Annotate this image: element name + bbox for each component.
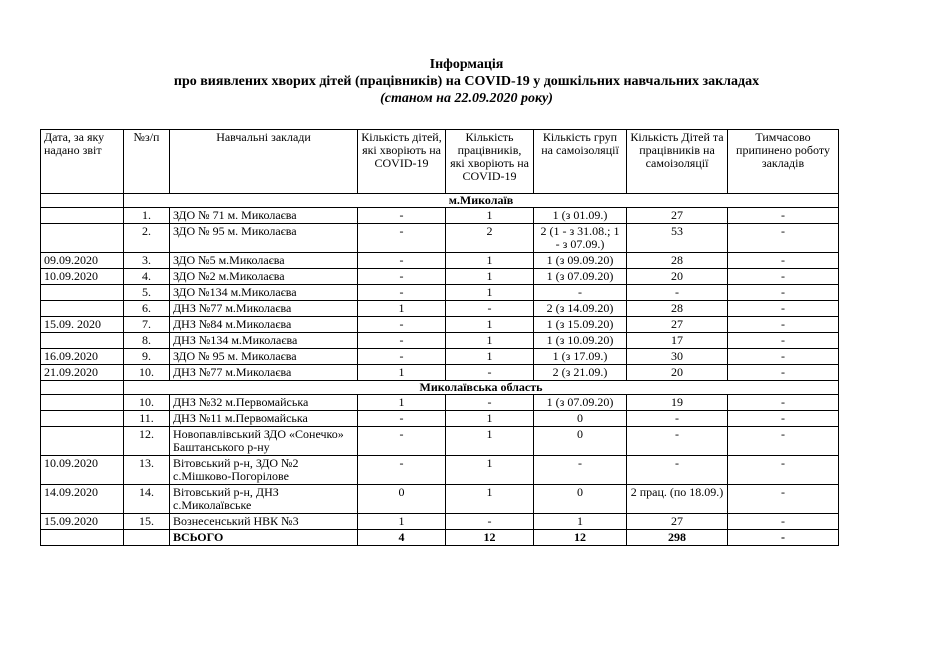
kids-cell: 1 [358, 514, 446, 530]
groups-cell: - [534, 285, 627, 301]
isolation-cell: 20 [627, 269, 728, 285]
num-cell: 7. [124, 317, 170, 333]
institution-cell: ЗДО № 95 м. Миколаєва [170, 349, 358, 365]
isolation-cell: 19 [627, 395, 728, 411]
date-cell [41, 395, 124, 411]
institution-cell: ДНЗ №84 м.Миколаєва [170, 317, 358, 333]
stopped-cell: - [728, 301, 839, 317]
stopped-cell: - [728, 208, 839, 224]
institution-cell: ЗДО № 71 м. Миколаєва [170, 208, 358, 224]
groups-cell: 0 [534, 411, 627, 427]
table-row [41, 301, 839, 317]
groups-cell: 1 (з 10.09.20) [534, 333, 627, 349]
covid-report-table [40, 129, 839, 546]
isolation-cell: 28 [627, 301, 728, 317]
isolation-cell: - [627, 427, 728, 456]
stopped-cell: - [728, 485, 839, 514]
staff-cell: 1 [446, 333, 534, 349]
date-cell [41, 224, 124, 253]
isolation-cell: 2 прац. (по 18.09.) [627, 485, 728, 514]
stopped-cell: - [728, 395, 839, 411]
num-cell: 3. [124, 253, 170, 269]
groups-cell: 2 (з 14.09.20) [534, 301, 627, 317]
institution-cell: Вознесенський НВК №3 [170, 514, 358, 530]
num-cell: 11. [124, 411, 170, 427]
num-cell: 1. [124, 208, 170, 224]
kids-cell: - [358, 333, 446, 349]
kids-cell: 1 [358, 365, 446, 381]
total-groups: 12 [534, 530, 627, 546]
table-row [41, 395, 839, 411]
total-row [41, 530, 839, 546]
table-row [41, 285, 839, 301]
stopped-cell: - [728, 285, 839, 301]
groups-cell: 1 (з 09.09.20) [534, 253, 627, 269]
num-cell: 9. [124, 349, 170, 365]
stopped-cell: - [728, 427, 839, 456]
num-cell: 15. [124, 514, 170, 530]
staff-cell: 1 [446, 285, 534, 301]
groups-cell: 1 (з 17.09.) [534, 349, 627, 365]
num-cell: 13. [124, 456, 170, 485]
header-kids: Кількість дітей, які хворіють на COVID-19 [358, 130, 446, 194]
kids-cell: - [358, 269, 446, 285]
total-staff: 12 [446, 530, 534, 546]
header-institution: Навчальні заклади [170, 130, 358, 194]
stopped-cell: - [728, 349, 839, 365]
institution-cell: ДНЗ №32 м.Первомайська [170, 395, 358, 411]
institution-cell: Новопавлівський ЗДО «Сонечко» Баштанського р-ну [170, 427, 358, 456]
table-row [41, 253, 839, 269]
table-row [41, 224, 839, 253]
report-title-block [0, 56, 933, 107]
num-cell: 2. [124, 224, 170, 253]
table-row [41, 208, 839, 224]
header-staff: Кількість працівників, які хворіють на COVID-19 [446, 130, 534, 194]
date-cell [41, 208, 124, 224]
stopped-cell: - [728, 333, 839, 349]
num-cell: 14. [124, 485, 170, 514]
kids-cell: - [358, 317, 446, 333]
header-isolation: Кількість Дітей та працівників на самоізоляції [627, 130, 728, 194]
header-num: №з/п [124, 130, 170, 194]
date-cell: 14.09.2020 [41, 485, 124, 514]
date-cell: 10.09.2020 [41, 456, 124, 485]
num-cell: 10. [124, 395, 170, 411]
groups-cell: 1 [534, 514, 627, 530]
groups-cell: 2 (1 - з 31.08.; 1 - з 07.09.) [534, 224, 627, 253]
date-cell [41, 427, 124, 456]
isolation-cell: 27 [627, 514, 728, 530]
stopped-cell: - [728, 224, 839, 253]
isolation-cell: 20 [627, 365, 728, 381]
total-stopped: - [728, 530, 839, 546]
kids-cell: 1 [358, 301, 446, 317]
kids-cell: - [358, 285, 446, 301]
institution-cell: ЗДО №5 м.Миколаєва [170, 253, 358, 269]
num-cell: 8. [124, 333, 170, 349]
staff-cell: 1 [446, 456, 534, 485]
stopped-cell: - [728, 411, 839, 427]
staff-cell: 1 [446, 269, 534, 285]
total-label: ВСЬОГО [170, 530, 358, 546]
groups-cell: 1 (з 07.09.20) [534, 269, 627, 285]
groups-cell: 1 (з 01.09.) [534, 208, 627, 224]
groups-cell: 1 (з 07.09.20) [534, 395, 627, 411]
date-cell: 15.09. 2020 [41, 317, 124, 333]
staff-cell: 1 [446, 427, 534, 456]
stopped-cell: - [728, 317, 839, 333]
num-cell: 10. [124, 365, 170, 381]
staff-cell: - [446, 365, 534, 381]
groups-cell: 0 [534, 427, 627, 456]
institution-cell: ДНЗ №134 м.Миколаєва [170, 333, 358, 349]
table-row [41, 365, 839, 381]
table-row [41, 485, 839, 514]
section-row-region [41, 381, 839, 395]
staff-cell: 1 [446, 208, 534, 224]
section-row-city [41, 194, 839, 208]
total-kids: 4 [358, 530, 446, 546]
header-date: Дата, за яку надано звіт [41, 130, 124, 194]
section-title-city: м.Миколаїв [124, 194, 839, 208]
table-row [41, 514, 839, 530]
stopped-cell: - [728, 365, 839, 381]
staff-cell: - [446, 301, 534, 317]
table-header-row [41, 130, 839, 194]
date-cell [41, 285, 124, 301]
isolation-cell: 28 [627, 253, 728, 269]
table-row [41, 411, 839, 427]
date-cell: 15.09.2020 [41, 514, 124, 530]
institution-cell: ЗДО №2 м.Миколаєва [170, 269, 358, 285]
kids-cell: - [358, 427, 446, 456]
report-title: Інформація [429, 57, 504, 72]
staff-cell: 1 [446, 317, 534, 333]
staff-cell: - [446, 395, 534, 411]
header-stopped: Тимчасово припинено роботу закладів [728, 130, 839, 194]
staff-cell: 2 [446, 224, 534, 253]
num-cell: 4. [124, 269, 170, 285]
groups-cell: 2 (з 21.09.) [534, 365, 627, 381]
kids-cell: 0 [358, 485, 446, 514]
isolation-cell: - [627, 456, 728, 485]
staff-cell: - [446, 514, 534, 530]
kids-cell: 1 [358, 395, 446, 411]
report-date-note: (станом на 22.09.2020 року) [380, 91, 553, 106]
date-cell: 21.09.2020 [41, 365, 124, 381]
num-cell: 5. [124, 285, 170, 301]
isolation-cell: 17 [627, 333, 728, 349]
date-cell [41, 301, 124, 317]
num-cell: 6. [124, 301, 170, 317]
kids-cell: - [358, 253, 446, 269]
table-row [41, 333, 839, 349]
isolation-cell: - [627, 411, 728, 427]
kids-cell: - [358, 411, 446, 427]
date-cell [41, 411, 124, 427]
date-cell: 16.09.2020 [41, 349, 124, 365]
institution-cell: ДНЗ №77 м.Миколаєва [170, 301, 358, 317]
table-row [41, 427, 839, 456]
kids-cell: - [358, 456, 446, 485]
kids-cell: - [358, 208, 446, 224]
institution-cell: ЗДО №134 м.Миколаєва [170, 285, 358, 301]
stopped-cell: - [728, 253, 839, 269]
isolation-cell: - [627, 285, 728, 301]
table-row [41, 456, 839, 485]
stopped-cell: - [728, 456, 839, 485]
isolation-cell: 27 [627, 208, 728, 224]
groups-cell: 0 [534, 485, 627, 514]
report-subtitle: про виявлених хворих дітей (працівників) на COVID-19 у дошкільних навчальних закладах [173, 74, 760, 89]
stopped-cell: - [728, 269, 839, 285]
stopped-cell: - [728, 514, 839, 530]
header-groups: Кількість груп на самоізоляції [534, 130, 627, 194]
kids-cell: - [358, 349, 446, 365]
staff-cell: 1 [446, 485, 534, 514]
staff-cell: 1 [446, 253, 534, 269]
total-isolation: 298 [627, 530, 728, 546]
institution-cell: ЗДО № 95 м. Миколаєва [170, 224, 358, 253]
staff-cell: 1 [446, 411, 534, 427]
isolation-cell: 53 [627, 224, 728, 253]
institution-cell: ДНЗ №11 м.Первомайська [170, 411, 358, 427]
isolation-cell: 27 [627, 317, 728, 333]
table-row [41, 317, 839, 333]
institution-cell: ДНЗ №77 м.Миколаєва [170, 365, 358, 381]
groups-cell: 1 (з 15.09.20) [534, 317, 627, 333]
institution-cell: Вітовський р-н, ЗДО №2 с.Мішково-Погорілове [170, 456, 358, 485]
num-cell: 12. [124, 427, 170, 456]
groups-cell: - [534, 456, 627, 485]
date-cell: 09.09.2020 [41, 253, 124, 269]
table-row [41, 269, 839, 285]
date-cell [41, 333, 124, 349]
table-row [41, 349, 839, 365]
date-cell: 10.09.2020 [41, 269, 124, 285]
isolation-cell: 30 [627, 349, 728, 365]
staff-cell: 1 [446, 349, 534, 365]
section-title-region: Миколаївська область [124, 381, 839, 395]
kids-cell: - [358, 224, 446, 253]
institution-cell: Вітовський р-н, ДНЗ с.Миколаївське [170, 485, 358, 514]
